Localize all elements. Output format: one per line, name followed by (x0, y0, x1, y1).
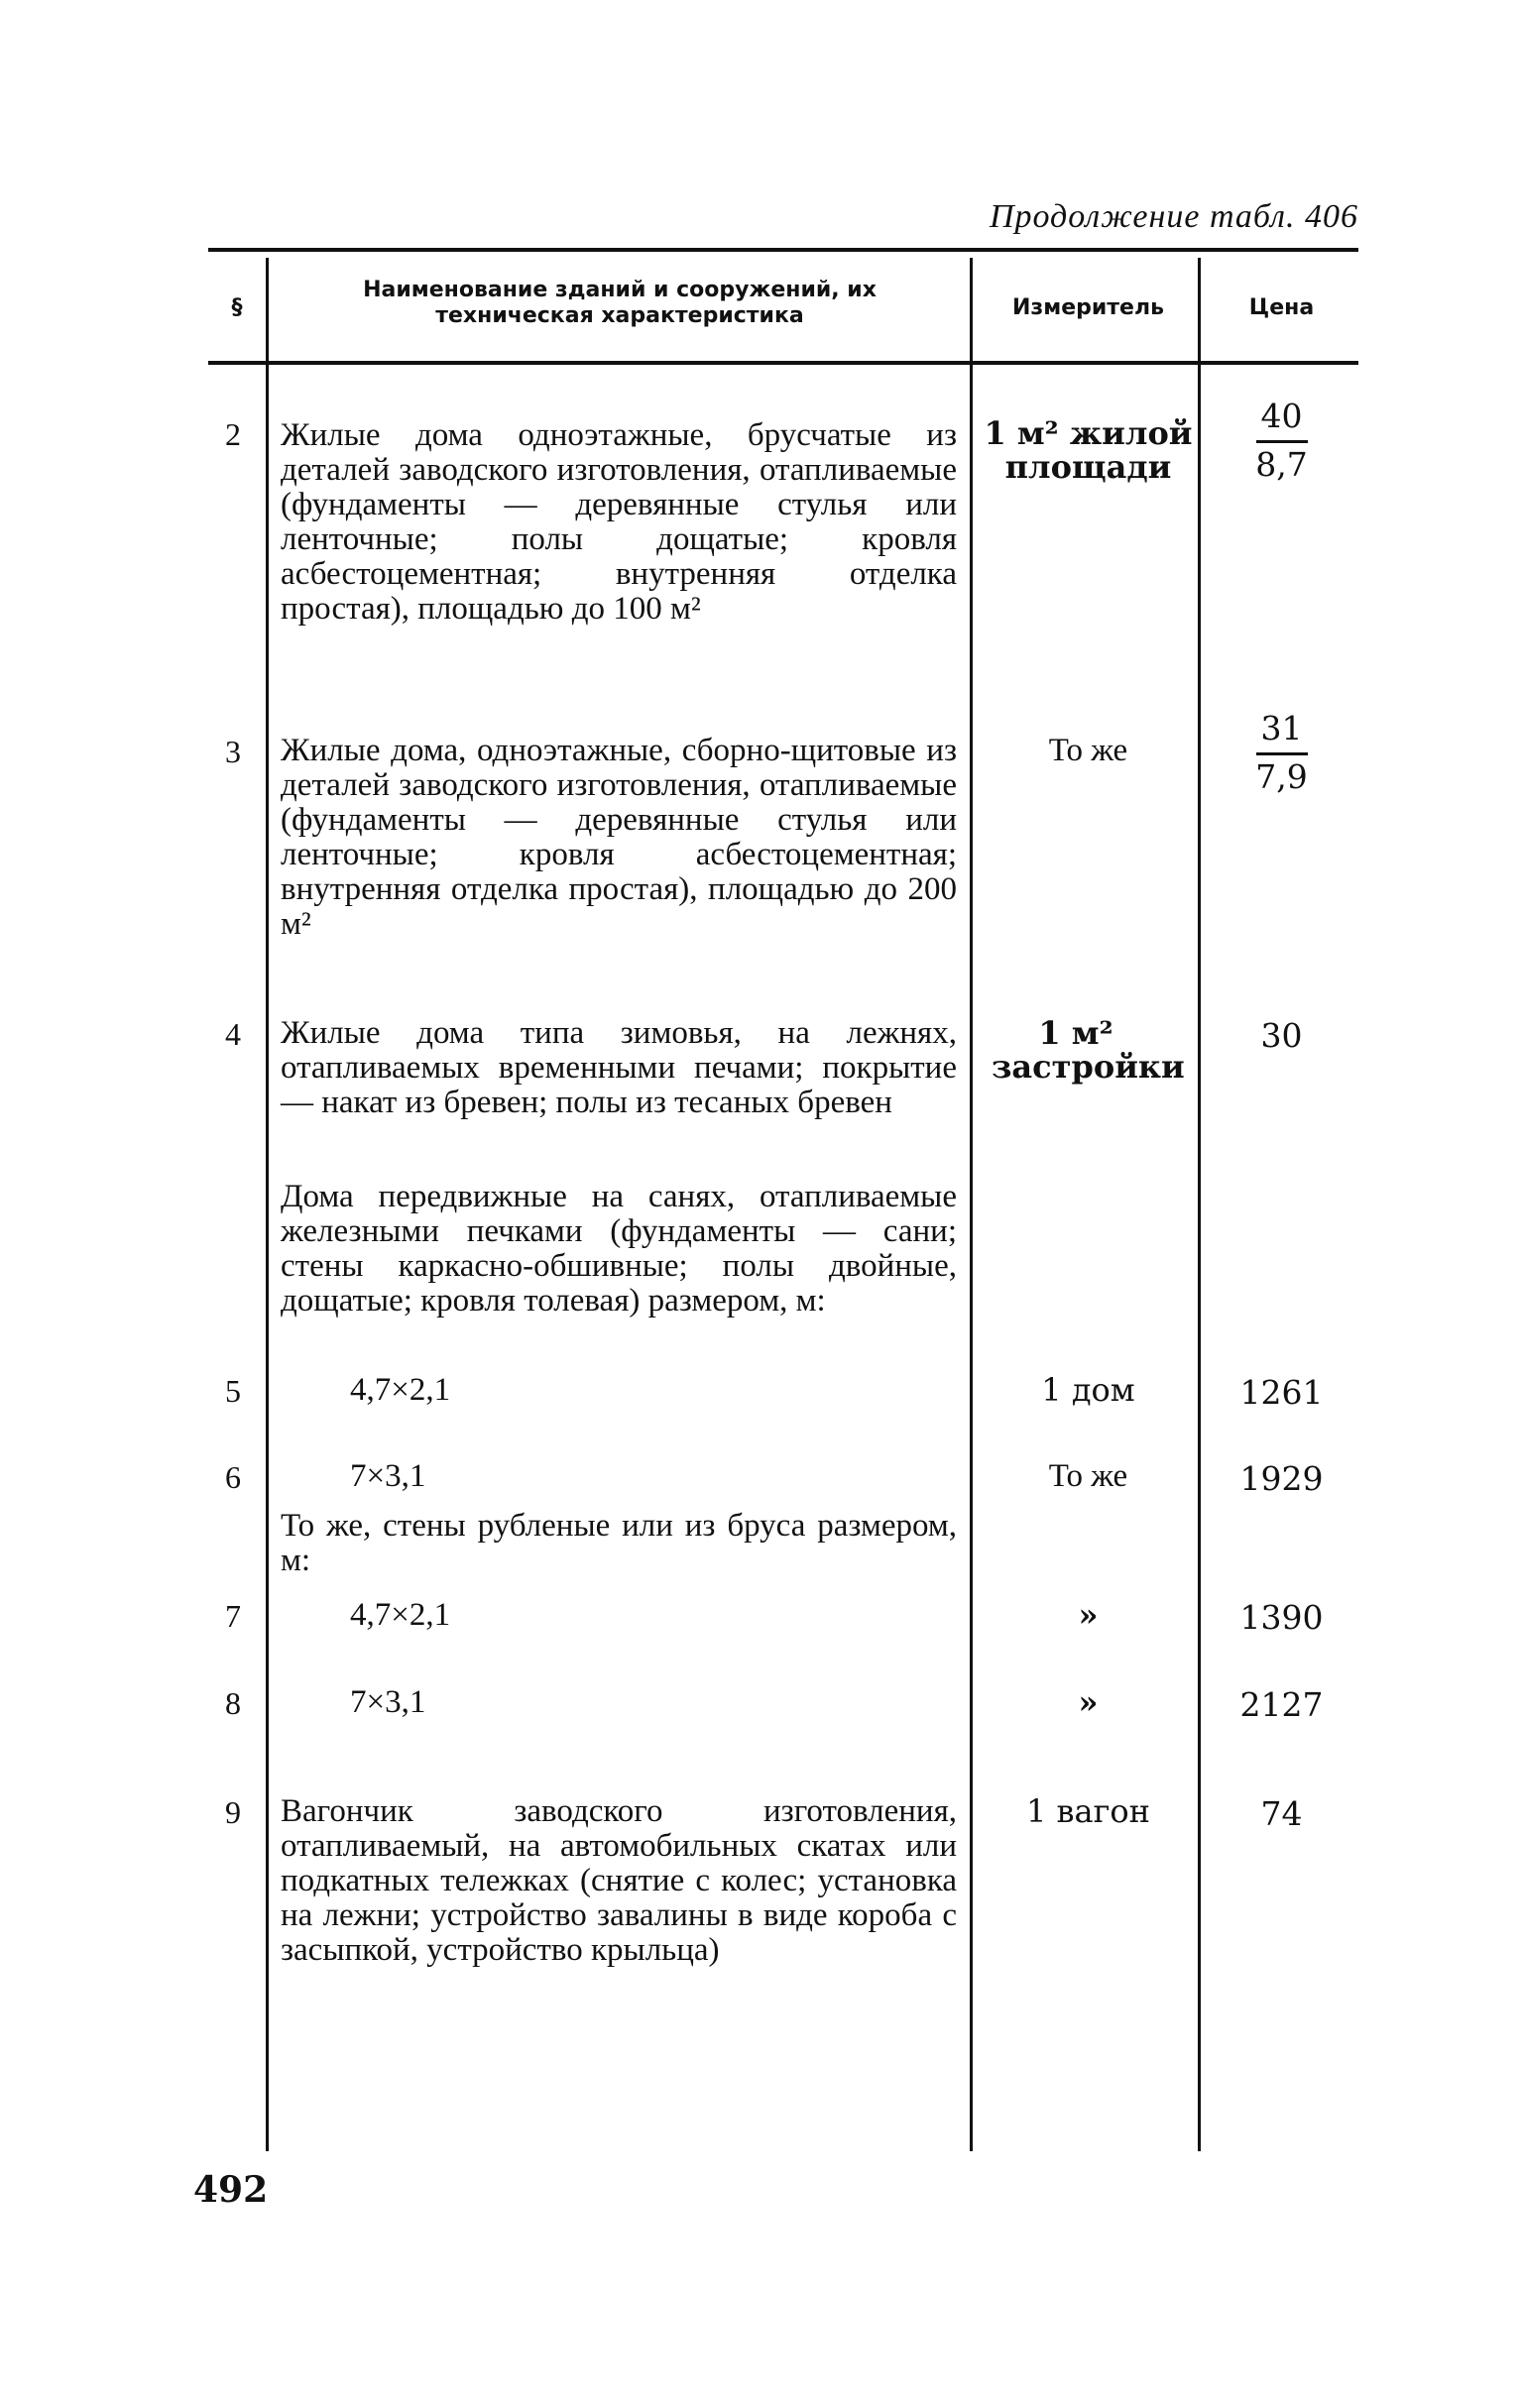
row-price-fraction (1225, 397, 1339, 485)
fraction-bar (1256, 752, 1308, 755)
price-denominator: 7,9 (1255, 757, 1308, 796)
row-unit: 1 дом (1041, 1371, 1135, 1409)
price-numerator: 40 (1260, 397, 1303, 435)
row-unit: 1 м² застройки (992, 1014, 1185, 1086)
table-top-rule (208, 248, 1358, 252)
row-number: 2 (225, 416, 241, 452)
row-price: 1261 (1239, 1373, 1324, 1412)
row-description: Жилые дома типа зимовья, на лежнях, отапливаемых временными печами; покрытие — накат из бревен; полы из тесаных бревен (281, 1015, 957, 1120)
row-number: 6 (225, 1459, 241, 1495)
header-col-price: Цена (1248, 295, 1315, 320)
row-description: Жилые дома одноэтажные, брусчатые из деталей заводского изготовления, отапливаемые (фундаменты — деревянные стулья или ленточные; полы дощатые; кровля асбестоцементная; внутренняя отделка простая), площадью до 100 м² (281, 417, 957, 627)
price-denominator: 8,7 (1255, 445, 1308, 484)
column-divider-3 (1198, 258, 1201, 2151)
row-size (281, 1373, 957, 1408)
row-price: 30 (1260, 1016, 1303, 1055)
size-value: 7×3,1 (350, 1458, 426, 1494)
row-size (281, 1685, 957, 1720)
header-bottom-rule (208, 361, 1358, 365)
row-price: 1390 (1239, 1598, 1324, 1637)
row-size (281, 1459, 957, 1494)
row-unit: » (1078, 1683, 1099, 1721)
row-number: 9 (225, 1794, 241, 1830)
fraction-bar (1256, 440, 1308, 443)
column-divider-1 (266, 258, 269, 2151)
group-heading: То же, стены рубленые или из бруса размером, м: (281, 1508, 957, 1578)
row-number: 3 (225, 734, 241, 769)
row-size (281, 1598, 957, 1633)
row-unit: 1 вагон (1026, 1792, 1150, 1830)
column-divider-2 (970, 258, 973, 2151)
row-price: 74 (1260, 1794, 1303, 1833)
size-value: 4,7×2,1 (350, 1597, 451, 1633)
table-continuation-caption: Продолжение табл. 406 (989, 198, 1358, 235)
size-value: 7×3,1 (350, 1684, 426, 1720)
row-price: 1929 (1239, 1459, 1324, 1498)
row-unit: То же (1048, 1458, 1128, 1494)
row-number: 4 (225, 1016, 241, 1052)
row-description: Жилые дома, одноэтажные, сборно-щитовые из деталей заводского изготовления, отапливаемые (фундаменты — деревянные стулья или ленточные; кровля асбестоцементная; внутренняя отделка простая), площадью до 200 м² (281, 733, 957, 942)
row-unit: 1 м² жилой площади (984, 414, 1193, 486)
price-numerator: 31 (1260, 709, 1303, 747)
row-price: 2127 (1239, 1685, 1324, 1724)
header-col-unit: Измеритель (1012, 295, 1164, 320)
group-heading: Дома передвижные на санях, отапливаемые железными печками (фундаменты — сани; стены каркасно-обшивные; полы двойные, дощатые; кровля толевая) размером, м: (281, 1179, 957, 1319)
size-value: 4,7×2,1 (350, 1372, 451, 1408)
row-number: 8 (225, 1685, 241, 1721)
row-number: 5 (225, 1373, 241, 1409)
page-number: 492 (193, 2169, 269, 2211)
header-col-number: § (231, 295, 243, 320)
row-description: Вагончик заводского изготовления, отапливаемый, на автомобильных скатах или подкатных тележках (снятие с колес; установка на лежни; устройство завалины в виде короба с засыпкой, устройство крыльца) (281, 1793, 957, 1968)
row-number: 7 (225, 1598, 241, 1634)
row-price-fraction (1225, 709, 1339, 797)
row-unit: То же (1048, 733, 1128, 768)
row-unit: » (1078, 1596, 1099, 1634)
header-col-name: Наименование зданий и сооружений, их техническая характеристика (363, 278, 877, 328)
